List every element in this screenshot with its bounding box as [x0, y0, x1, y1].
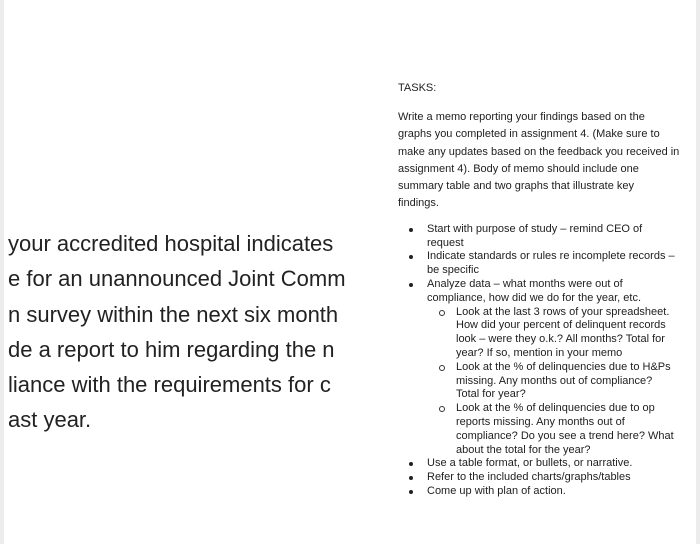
task-bullet — [398, 223, 688, 251]
task-bullet — [398, 250, 688, 278]
task-bullet — [398, 457, 688, 471]
intro-line: findings. — [398, 197, 439, 210]
bullet-line: missing. Any months out of compliance? — [456, 374, 653, 387]
bullet-line: Come up with plan of action. — [427, 484, 566, 497]
tasks-list — [398, 223, 688, 499]
bullet-line: Look at the % of delinquencies due to H&Ps — [456, 360, 671, 373]
bullet-line: Look at the last 3 rows of your spreadsheet. — [456, 305, 670, 318]
bullet-line: look – were they o.k.? All months? Total for — [456, 333, 665, 346]
bullet-line: year? If so, mention in your memo — [456, 346, 623, 359]
task-bullet — [398, 278, 688, 306]
excerpt-line: n survey within the next six month — [8, 301, 339, 327]
scenario-excerpt — [8, 226, 350, 446]
bullet-line: compliance, how did we do for the year, etc. — [427, 291, 642, 304]
excerpt-line: e for an unannounced Joint Comm — [8, 266, 346, 292]
tasks-title: TASKS: — [398, 82, 437, 94]
page-edge-right — [696, 0, 700, 544]
bullet-line: Total for year? — [456, 388, 526, 401]
intro-line: summary table and two graphs that illustrate key — [398, 180, 635, 193]
bullet-line: Indicate standards or rules re incomplete records – — [427, 250, 675, 263]
intro-line: Write a memo reporting your findings based on the — [398, 111, 645, 123]
intro-line: make any updates based on the feedback you received in — [398, 145, 680, 158]
task-sub-bullet — [398, 306, 688, 361]
excerpt-line: de a report to him regarding the n — [8, 336, 335, 362]
excerpt-line: liance with the requirements for c — [8, 372, 331, 398]
excerpt-line: ast year. — [8, 407, 92, 433]
task-bullet — [398, 485, 688, 499]
bullet-line: Use a table format, or bullets, or narrative. — [427, 457, 633, 470]
bullet-line: Look at the % of delinquencies due to op — [456, 402, 655, 415]
bullet-line: be specific — [427, 264, 479, 277]
intro-line: assignment 4). Body of memo should include one — [398, 162, 639, 175]
task-bullet — [398, 471, 688, 485]
bullet-line: request — [427, 236, 464, 249]
bullet-line: Start with purpose of study – remind CEO of — [427, 222, 643, 235]
bullet-line: Analyze data – what months were out of — [427, 277, 623, 290]
excerpt-line: your accredited hospital indicates — [8, 231, 334, 256]
task-sub-bullet — [398, 402, 688, 457]
bullet-line: reports missing. Any months out of — [456, 415, 625, 428]
bullet-line: about the total for the year? — [456, 443, 591, 456]
bullet-line: How did your percent of delinquent records — [456, 319, 666, 332]
bullet-line: Refer to the included charts/graphs/tables — [427, 471, 631, 484]
bullet-line: compliance? Do you see a trend here? What — [456, 429, 674, 442]
page-edge-left — [0, 0, 4, 544]
tasks-section — [398, 80, 688, 499]
task-sub-bullet — [398, 361, 688, 402]
tasks-intro — [398, 109, 688, 213]
intro-line: graphs you completed in assignment 4. (Make sure to — [398, 128, 660, 141]
